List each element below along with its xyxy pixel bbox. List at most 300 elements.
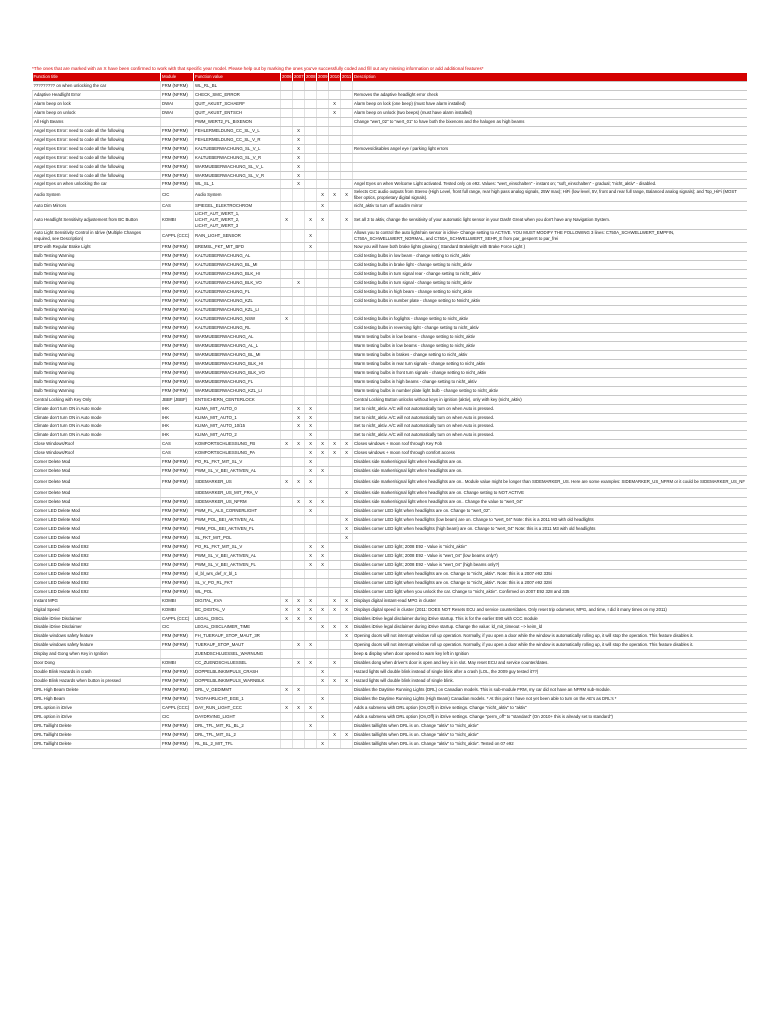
year-mark-cell — [317, 90, 329, 99]
year-mark-cell: X — [293, 135, 305, 144]
title-cell: Auto Light Sensitivity Control in Idrive (Multiple Changes required, see Description) — [33, 230, 161, 243]
year-mark-cell — [329, 377, 341, 386]
year-mark-cell — [305, 350, 317, 359]
year-mark-cell — [317, 261, 329, 270]
year-mark-cell — [281, 623, 293, 632]
year-mark-cell: X — [305, 431, 317, 440]
year-mark-cell — [317, 306, 329, 315]
module-cell: FRM (NFRM) — [161, 458, 194, 467]
description-cell: Cold testing bulbs in brake light - change setting to nicht_aktiv — [353, 261, 747, 270]
year-mark-cell: X — [329, 596, 341, 605]
function-value-cell: KALTUEBERWACHUNG_BLK_VO — [194, 279, 281, 288]
function-value-cell: WARMUEBERWACHUNG_BL_MI — [194, 350, 281, 359]
description-cell: Disables side marker/signal light when headlights are on. Change setting to NOT ACTIVE — [353, 489, 747, 498]
year-mark-cell — [305, 323, 317, 332]
year-mark-cell — [305, 332, 317, 341]
year-mark-cell — [341, 431, 353, 440]
year-mark-cell — [329, 587, 341, 596]
year-mark-cell: X — [329, 659, 341, 668]
year-mark-cell — [293, 721, 305, 730]
year-mark-cell — [293, 542, 305, 551]
title-cell: Angel Eyes Error: need to code all the following — [33, 171, 161, 180]
title-cell: Climate don't turn ON in Auto mode — [33, 431, 161, 440]
year-mark-cell — [305, 171, 317, 180]
function-value-cell: WARMUEBERWACHUNG_FL — [194, 377, 281, 386]
year-mark-cell — [281, 721, 293, 730]
year-mark-cell: X — [293, 162, 305, 171]
year-mark-cell — [305, 261, 317, 270]
function-value-cell: KLIMA_MIT_AUTO_2 — [194, 431, 281, 440]
description-cell: Set to nicht_aktiv. A/C will not automatically turn on when Auto is pressed. — [353, 422, 747, 431]
function-value-cell: KALTUEBERWACHUNG_BL_MI — [194, 261, 281, 270]
function-value-cell: WL_RL_BL — [194, 82, 281, 91]
module-cell: FRM (NFRM) — [161, 270, 194, 279]
module-cell: CIC — [161, 189, 194, 202]
function-value-cell: KALTUEBERWACHUNG_SL_V_R — [194, 153, 281, 162]
description-cell: Alarm beep on unlock (two beeps) (must have alarm installed) — [353, 108, 747, 117]
year-mark-cell — [341, 368, 353, 377]
year-mark-cell: X — [293, 126, 305, 135]
function-value-cell: SIDEMARKER_US — [194, 476, 281, 489]
year-mark-cell — [281, 332, 293, 341]
module-cell: FRM (NFRM) — [161, 739, 194, 748]
year-mark-cell — [341, 704, 353, 713]
title-cell: Bulb Testing Warning — [33, 270, 161, 279]
module-cell: FRM (NFRM) — [161, 386, 194, 395]
year-mark-cell — [329, 467, 341, 476]
year-mark-cell — [329, 542, 341, 551]
year-mark-cell — [305, 270, 317, 279]
description-cell: Warm testing bulbs in low beams - change setting to nicht_aktiv — [353, 332, 747, 341]
description-cell: Cold testing bulbs in low beam - change setting to nicht_aktiv — [353, 252, 747, 261]
year-mark-cell: X — [293, 440, 305, 449]
description-cell: Disables corner LED light when you unlock the car. Change to "nicht_aktiv". Confirmed on 2007 E92 328 and 335 — [353, 587, 747, 596]
year-mark-cell — [329, 533, 341, 542]
title-cell: Corner Delete Mod — [33, 467, 161, 476]
year-mark-cell — [341, 650, 353, 659]
year-mark-cell — [329, 202, 341, 211]
year-mark-cell — [305, 202, 317, 211]
year-mark-cell: X — [305, 476, 317, 489]
function-value-cell: DIGITAL_KVA — [194, 596, 281, 605]
module-cell: DWAI — [161, 108, 194, 117]
year-mark-cell — [317, 659, 329, 668]
function-value-cell: WARMUEBERWACHUNG_SL_V_L — [194, 162, 281, 171]
table-row — [33, 162, 747, 171]
year-mark-cell — [281, 413, 293, 422]
year-mark-cell — [329, 117, 341, 126]
table-row — [33, 252, 747, 261]
year-mark-cell — [293, 189, 305, 202]
year-mark-cell — [341, 117, 353, 126]
description-cell: Disables the Daytime Running Lights (DRL) on Canadian models. This is sub-module FRM, my car did not have an NFRM sub-module. — [353, 686, 747, 695]
title-cell: DRL Taillight Delete — [33, 739, 161, 748]
function-value-cell: KALTUEBERWACHUNG_KZL — [194, 297, 281, 306]
description-cell: Cold testing bulbs in number plate - change setting to Nnicht_aktiv — [353, 297, 747, 306]
year-mark-cell — [317, 587, 329, 596]
year-mark-cell — [281, 368, 293, 377]
title-cell: Angel Eyes Error: need to code all the following — [33, 126, 161, 135]
year-mark-cell: X — [293, 596, 305, 605]
function-value-cell: PWM_SL_V_BEI_AKTIVEN_AL — [194, 467, 281, 476]
year-mark-cell — [329, 641, 341, 650]
year-mark-cell — [341, 162, 353, 171]
year-mark-cell — [317, 270, 329, 279]
function-value-cell: CC_ZUENDSCHLUESSEL — [194, 659, 281, 668]
year-mark-cell — [293, 533, 305, 542]
year-mark-cell — [317, 533, 329, 542]
year-mark-cell — [305, 153, 317, 162]
year-mark-cell — [317, 252, 329, 261]
year-mark-cell — [293, 449, 305, 458]
title-cell: Angel Eyes Error: need to code all the following — [33, 135, 161, 144]
year-mark-cell — [329, 476, 341, 489]
year-mark-cell — [317, 288, 329, 297]
module-cell: FRM (NFRM) — [161, 730, 194, 739]
year-mark-cell — [341, 458, 353, 467]
year-mark-cell — [293, 306, 305, 315]
header-2007: 2007 — [293, 73, 305, 82]
description-cell: Disables dong when driver's door is open and key is in slot. May reset ECU and service counter/dates. — [353, 659, 747, 668]
year-mark-cell — [329, 332, 341, 341]
year-mark-cell — [281, 117, 293, 126]
year-mark-cell — [317, 144, 329, 153]
table-row — [33, 422, 747, 431]
year-mark-cell — [329, 413, 341, 422]
year-mark-cell — [293, 117, 305, 126]
year-mark-cell — [305, 377, 317, 386]
header-2010: 2010 — [329, 73, 341, 82]
function-value-cell: KALTUEBERWACHUNG_FL — [194, 288, 281, 297]
year-mark-cell: X — [305, 413, 317, 422]
year-mark-cell: X — [341, 440, 353, 449]
year-mark-cell — [329, 230, 341, 243]
year-mark-cell — [317, 516, 329, 525]
year-mark-cell — [293, 341, 305, 350]
description-cell: Opening doors will not interrupt window roll up operation. Normally, if you open a door while the window is automatically rolling up, it will stop the operation. This feature disables it. — [353, 641, 747, 650]
year-mark-cell — [293, 386, 305, 395]
year-mark-cell — [329, 686, 341, 695]
year-mark-cell — [305, 533, 317, 542]
title-cell: Bulb Testing Warning — [33, 368, 161, 377]
year-mark-cell — [293, 507, 305, 516]
module-cell: FRM (NFRM) — [161, 82, 194, 91]
function-value-cell: KALTUEBERWACHUNG_BLK_HI — [194, 270, 281, 279]
title-cell: Audio System — [33, 189, 161, 202]
module-cell: FRM (NFRM) — [161, 533, 194, 542]
module-cell: CAPPL (CCC) — [161, 230, 194, 243]
module-cell: FRM (NFRM) — [161, 135, 194, 144]
description-cell: Adds a submenu with DRL option (On,Off) in iDrive settings. Change "nicht_aktiv" to "aktiv" — [353, 704, 747, 713]
title-cell: DRL High Beam — [33, 695, 161, 704]
year-mark-cell — [341, 404, 353, 413]
year-mark-cell — [341, 279, 353, 288]
year-mark-cell — [305, 739, 317, 748]
year-mark-cell — [341, 126, 353, 135]
year-mark-cell — [329, 90, 341, 99]
year-mark-cell — [281, 641, 293, 650]
year-mark-cell — [317, 153, 329, 162]
year-mark-cell — [305, 677, 317, 686]
year-mark-cell: X — [329, 449, 341, 458]
year-mark-cell: X — [293, 476, 305, 489]
table-row — [33, 117, 747, 126]
year-mark-cell — [341, 467, 353, 476]
module-cell: FRM (NFRM) — [161, 560, 194, 569]
description-cell: Change "wert_02" to "wert_01" to have both the bixenons and the halogen as high beams — [353, 117, 747, 126]
year-mark-cell — [317, 171, 329, 180]
year-mark-cell: X — [281, 596, 293, 605]
year-mark-cell — [281, 288, 293, 297]
year-mark-cell — [281, 449, 293, 458]
title-cell: DRL option in iDrive — [33, 704, 161, 713]
year-mark-cell — [341, 252, 353, 261]
year-mark-cell — [317, 230, 329, 243]
year-mark-cell — [281, 202, 293, 211]
year-mark-cell: X — [317, 542, 329, 551]
module-cell: FRM (NFRM) — [161, 243, 194, 252]
year-mark-cell — [329, 458, 341, 467]
year-mark-cell: X — [341, 489, 353, 498]
year-mark-cell — [305, 341, 317, 350]
year-mark-cell: X — [317, 713, 329, 722]
year-mark-cell — [317, 641, 329, 650]
year-mark-cell — [281, 467, 293, 476]
year-mark-cell — [293, 467, 305, 476]
function-value-cell: WL_SL_1 — [194, 180, 281, 189]
year-mark-cell — [281, 533, 293, 542]
year-mark-cell — [329, 578, 341, 587]
table-row — [33, 650, 747, 659]
function-value-cell: SIDEMARKER_US_NFRM — [194, 498, 281, 507]
title-cell: Display and Gong when Key in Ignition — [33, 650, 161, 659]
year-mark-cell — [341, 668, 353, 677]
year-mark-cell — [341, 243, 353, 252]
function-value-cell: RAIN_LIGHT_SENSOR — [194, 230, 281, 243]
year-mark-cell — [293, 739, 305, 748]
module-cell: FRM (NFRM) — [161, 467, 194, 476]
module-cell: FRM (NFRM) — [161, 695, 194, 704]
year-mark-cell: X — [293, 144, 305, 153]
module-cell: FRM (NFRM) — [161, 315, 194, 324]
year-mark-cell: X — [293, 641, 305, 650]
function-value-cell: WARMUEBERWACHUNG_SL_V_R — [194, 171, 281, 180]
description-cell: Disables corner LED light when headlights are on. Change to "nicht_aktiv". Note: this is a 2007 e92 335i — [353, 569, 747, 578]
description-cell: Warm testing bulbs in number plate light bulb - change setting to nicht_aktiv — [353, 386, 747, 395]
year-mark-cell — [341, 297, 353, 306]
year-mark-cell — [281, 542, 293, 551]
year-mark-cell — [317, 323, 329, 332]
module-cell: FRM (NFRM) — [161, 569, 194, 578]
function-value-cell: DRL_TFL_MIT_RL_BL_2 — [194, 721, 281, 730]
table-body — [33, 82, 747, 749]
year-mark-cell — [341, 306, 353, 315]
title-cell: Bulb Testing Warning — [33, 288, 161, 297]
year-mark-cell — [341, 270, 353, 279]
year-mark-cell — [293, 252, 305, 261]
year-mark-cell: X — [341, 449, 353, 458]
year-mark-cell — [341, 422, 353, 431]
year-mark-cell — [329, 323, 341, 332]
year-mark-cell — [305, 713, 317, 722]
year-mark-cell — [317, 650, 329, 659]
year-mark-cell: X — [317, 623, 329, 632]
year-mark-cell — [317, 386, 329, 395]
year-mark-cell — [281, 659, 293, 668]
function-value-cell: SL_FKT_MIT_POL — [194, 533, 281, 542]
year-mark-cell — [293, 578, 305, 587]
title-cell: Corner LED Delete Mod — [33, 524, 161, 533]
year-mark-cell — [341, 614, 353, 623]
year-mark-cell — [293, 99, 305, 108]
year-mark-cell — [341, 153, 353, 162]
year-mark-cell — [293, 695, 305, 704]
year-mark-cell — [317, 162, 329, 171]
year-mark-cell — [329, 704, 341, 713]
year-mark-cell: X — [341, 524, 353, 533]
year-mark-cell — [317, 686, 329, 695]
table-row — [33, 605, 747, 614]
title-cell: Bulb Testing Warning — [33, 279, 161, 288]
year-mark-cell — [293, 297, 305, 306]
module-cell: FRM (NFRM) — [161, 677, 194, 686]
header-2011: 2011 — [341, 73, 353, 82]
function-value-cell: BREMSL_FKT_MIT_BFD — [194, 243, 281, 252]
function-value-cell: DRL_TFL_MIT_SL_2 — [194, 730, 281, 739]
title-cell: Alarm beep on lock — [33, 99, 161, 108]
function-value-cell: KOMFORTSCHLIESSUNG_PA — [194, 449, 281, 458]
year-mark-cell — [305, 650, 317, 659]
title-cell: Auto Dim Mirrors — [33, 202, 161, 211]
year-mark-cell — [329, 507, 341, 516]
title-cell: Double Blink Hazards in crash — [33, 668, 161, 677]
function-value-cell: DOPPELBLINKIMPULS_CRASH — [194, 668, 281, 677]
year-mark-cell — [341, 323, 353, 332]
year-mark-cell — [305, 730, 317, 739]
year-mark-cell — [329, 341, 341, 350]
title-cell: Corner Delete Mod — [33, 489, 161, 498]
year-mark-cell — [305, 135, 317, 144]
year-mark-cell: X — [341, 730, 353, 739]
year-mark-cell — [329, 252, 341, 261]
table-row — [33, 614, 747, 623]
title-cell: DRL Taillight Delete — [33, 730, 161, 739]
table-row — [33, 202, 747, 211]
description-cell: Set to nicht_aktiv. A/C will not automatically turn on when Auto is pressed. — [353, 404, 747, 413]
year-mark-cell — [305, 587, 317, 596]
year-mark-cell: X — [305, 605, 317, 614]
module-cell: FRM (NFRM) — [161, 252, 194, 261]
year-mark-cell — [317, 359, 329, 368]
function-value-cell: SPIEGEL_ELEKTROCHROM — [194, 202, 281, 211]
year-mark-cell — [293, 524, 305, 533]
module-cell: FRM (NFRM) — [161, 368, 194, 377]
year-mark-cell — [305, 144, 317, 153]
title-cell: Bulb Testing Warning — [33, 341, 161, 350]
year-mark-cell — [281, 270, 293, 279]
year-mark-cell — [305, 90, 317, 99]
year-mark-cell: X — [293, 605, 305, 614]
module-cell — [161, 117, 194, 126]
header-2008: 2008 — [305, 73, 317, 82]
module-cell: KOMBI — [161, 211, 194, 230]
year-mark-cell — [317, 507, 329, 516]
year-mark-cell — [293, 560, 305, 569]
description-cell: Disables the Daytime Running Lights (High Beam) Canadian models. * At this point I have not yet been able to turn on the AE's as DRL's * — [353, 695, 747, 704]
year-mark-cell — [329, 270, 341, 279]
title-cell: Disable windows safety feature — [33, 641, 161, 650]
year-mark-cell — [329, 243, 341, 252]
module-cell: FRM (NFRM) — [161, 587, 194, 596]
description-cell: Warm testing bulbs in rear turn signals - change setting to nicht_aktiv — [353, 359, 747, 368]
function-value-cell: KALTUEBERWACHUNG_NSW — [194, 315, 281, 324]
year-mark-cell: X — [305, 458, 317, 467]
title-cell: Corner LED Delete Mod E92 — [33, 560, 161, 569]
year-mark-cell: X — [341, 677, 353, 686]
module-cell: CAS — [161, 449, 194, 458]
year-mark-cell — [305, 695, 317, 704]
description-cell: Now you will have both brake lights glowing ( Standard Brakelight with Brake Force Light ) — [353, 243, 747, 252]
module-cell: FRM (NFRM) — [161, 641, 194, 650]
description-cell: Disables iDrive legal disclaimer during iDrive startup. Change the value: ld_mit_timeout --> keim_ld — [353, 623, 747, 632]
header-module: Module — [161, 73, 194, 82]
table-row — [33, 323, 747, 332]
description-cell — [353, 306, 747, 315]
year-mark-cell — [329, 359, 341, 368]
year-mark-cell — [317, 489, 329, 498]
table-row — [33, 542, 747, 551]
module-cell: FRM (NFRM) — [161, 162, 194, 171]
table-row — [33, 377, 747, 386]
title-cell: Bulb Testing Warning — [33, 377, 161, 386]
year-mark-cell: X — [305, 404, 317, 413]
year-mark-cell — [317, 126, 329, 135]
year-mark-cell — [305, 516, 317, 525]
year-mark-cell — [329, 431, 341, 440]
table-row — [33, 341, 747, 350]
function-value-cell: PO_RL_FKT_MIT_SL_V — [194, 542, 281, 551]
year-mark-cell — [341, 144, 353, 153]
module-cell: FRM (NFRM) — [161, 476, 194, 489]
header-function-title: Function title — [33, 73, 161, 82]
function-value-cell: PWM_POL_BEI_AKTIVEN_AL — [194, 516, 281, 525]
year-mark-cell — [281, 359, 293, 368]
function-value-cell: WARMUEBERWACHUNG_KZL_LI — [194, 386, 281, 395]
year-mark-cell: X — [293, 180, 305, 189]
table-row — [33, 315, 747, 324]
year-mark-cell — [281, 431, 293, 440]
module-cell: FRM (NFRM) — [161, 542, 194, 551]
table-row — [33, 108, 747, 117]
year-mark-cell — [281, 730, 293, 739]
module-cell: FRM (NFRM) — [161, 632, 194, 641]
year-mark-cell: X — [341, 189, 353, 202]
year-mark-cell — [281, 306, 293, 315]
year-mark-cell — [281, 713, 293, 722]
function-value-cell: sl_bl_wrs_def_rr_bl_1 — [194, 569, 281, 578]
description-cell: Allows you to control the auto light/rain sensor in idrive- Change setting to ACTIVE. YOU MUST MODIFY THE FOLLOWING 3 lines: C750A_SCHWELLWERT_EMPFIN, C750A_SCHWELLWERT_NORMAL, and C750A_SCHWELLWERT_SEHR_E from par_gesperrt to par_frei — [353, 230, 747, 243]
table-row — [33, 721, 747, 730]
module-cell: FRM (NFRM) — [161, 578, 194, 587]
year-mark-cell — [341, 542, 353, 551]
year-mark-cell: X — [329, 623, 341, 632]
module-cell: FRM (NFRM) — [161, 341, 194, 350]
function-value-cell: BC_DIGITAL_V — [194, 605, 281, 614]
year-mark-cell — [317, 395, 329, 404]
year-mark-cell: X — [317, 668, 329, 677]
year-mark-cell — [341, 350, 353, 359]
year-mark-cell — [293, 315, 305, 324]
